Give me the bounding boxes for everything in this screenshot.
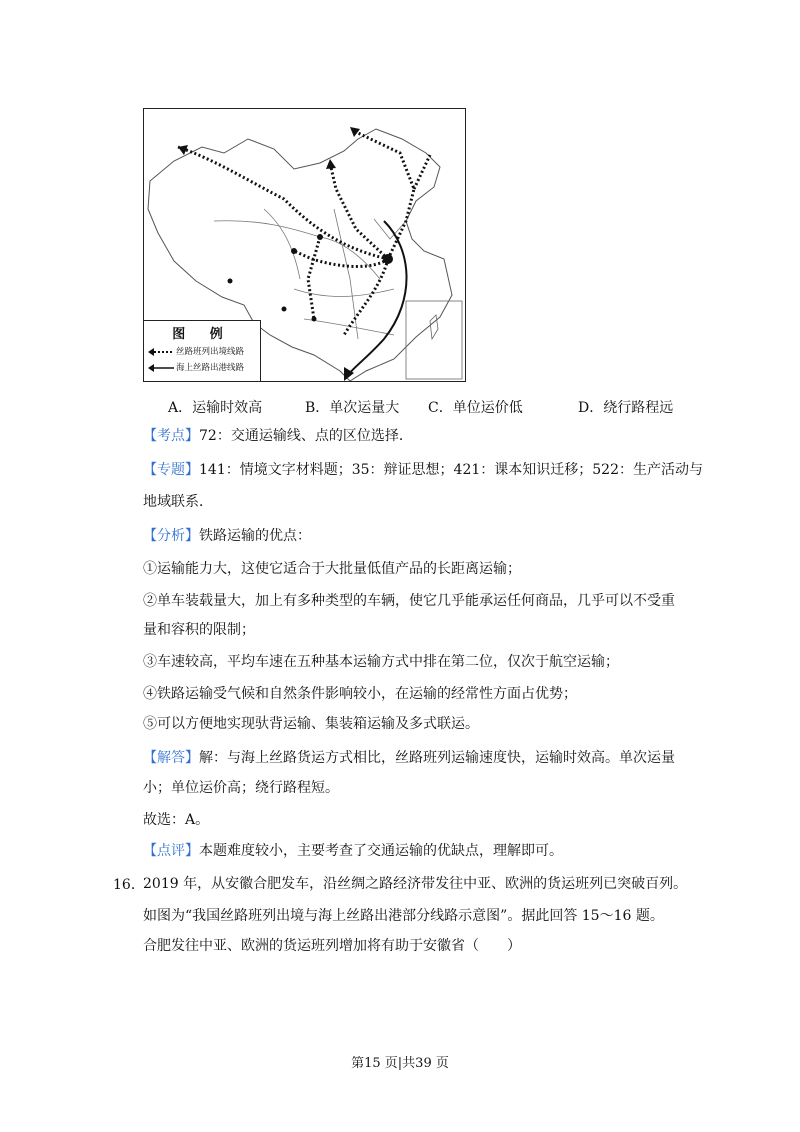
fenxi-line	[143, 526, 663, 546]
dianping-tag: 【点评】	[143, 843, 199, 859]
zhuanti-line	[143, 460, 703, 480]
map-legend	[144, 320, 261, 381]
option-a: A．运输时效高	[168, 400, 263, 416]
fenxi-text: 铁路运输的优点：	[199, 528, 311, 544]
page-footer: 第15 页|共39 页	[351, 1056, 449, 1071]
jieda-text: 解：与海上丝路货运方式相比，丝路班列运输速度快，运输时效高。单次运量	[199, 750, 675, 766]
answer-line: 故选：A。	[143, 812, 210, 828]
point-5: ⑤可以方便地实现驮背运输、集装箱运输及多式联运。	[143, 716, 479, 732]
legend-item-rail	[148, 345, 260, 359]
option-b: B．单次运量大	[305, 400, 400, 416]
option-c: C．单位运价低	[428, 400, 523, 416]
option-d: D．绕行路程远	[578, 400, 674, 416]
legend-label-sea: 海上丝路出港线路	[176, 363, 245, 373]
jieda-line	[143, 748, 675, 768]
dianping-line	[143, 841, 663, 861]
dianping-text: 本题难度较小，主要考查了交通运输的优缺点，理解即可。	[199, 843, 563, 859]
question-16-line-3: 合肥发往中亚、欧洲的货运班列增加将有助于安徽省（ ）	[143, 938, 521, 954]
jieda-line-2: 小；单位运价高；绕行路程短。	[143, 780, 339, 796]
point-3: ③车速较高，平均车速在五种基本运输方式中排在第二位，仅次于航空运输；	[143, 654, 619, 670]
jieda-tag: 【解答】	[143, 750, 199, 766]
kaodian-text: 72：交通运输线、点的区位选择．	[199, 428, 413, 444]
legend-item-sea	[148, 361, 260, 375]
question-16-line-2: 如图为“我国丝路班列出境与海上丝路出港部分线路示意图”。据此回答 15～16 题。	[143, 908, 664, 924]
dotted-arrow-icon	[148, 347, 174, 357]
zhuanti-line-2: 地域联系．	[143, 494, 213, 510]
legend-title: 图 例	[172, 327, 233, 342]
question-number: 16．	[113, 877, 145, 893]
point-2: ②单车装载量大，加上有多种类型的车辆，使它几乎能承运任何商品，几乎可以不受重	[143, 593, 675, 609]
kaodian-line	[143, 426, 663, 446]
kaodian-tag: 【考点】	[143, 428, 199, 444]
point-4: ④铁路运输受气候和自然条件影响较小，在运输的经常性方面占优势；	[143, 686, 577, 702]
zhuanti-text: 141：情境文字材料题；35：辩证思想；421：课本知识迁移；522：生产活动与	[199, 462, 703, 478]
legend-label-rail: 丝路班列出境线路	[176, 347, 245, 357]
fenxi-tag: 【分析】	[143, 528, 199, 544]
point-1: ①运输能力大，这使它适合于大批量低值产品的长距离运输；	[143, 561, 521, 577]
solid-arrow-icon	[148, 363, 174, 373]
zhuanti-tag: 【专题】	[143, 462, 199, 478]
question-16-line-1: 2019 年，从安徽合肥发车，沿丝绸之路经济带发往中亚、欧洲的货运班列已突破百列。	[143, 876, 688, 892]
route-map-figure	[143, 108, 466, 382]
point-2-cont: 量和容积的限制；	[143, 622, 255, 638]
